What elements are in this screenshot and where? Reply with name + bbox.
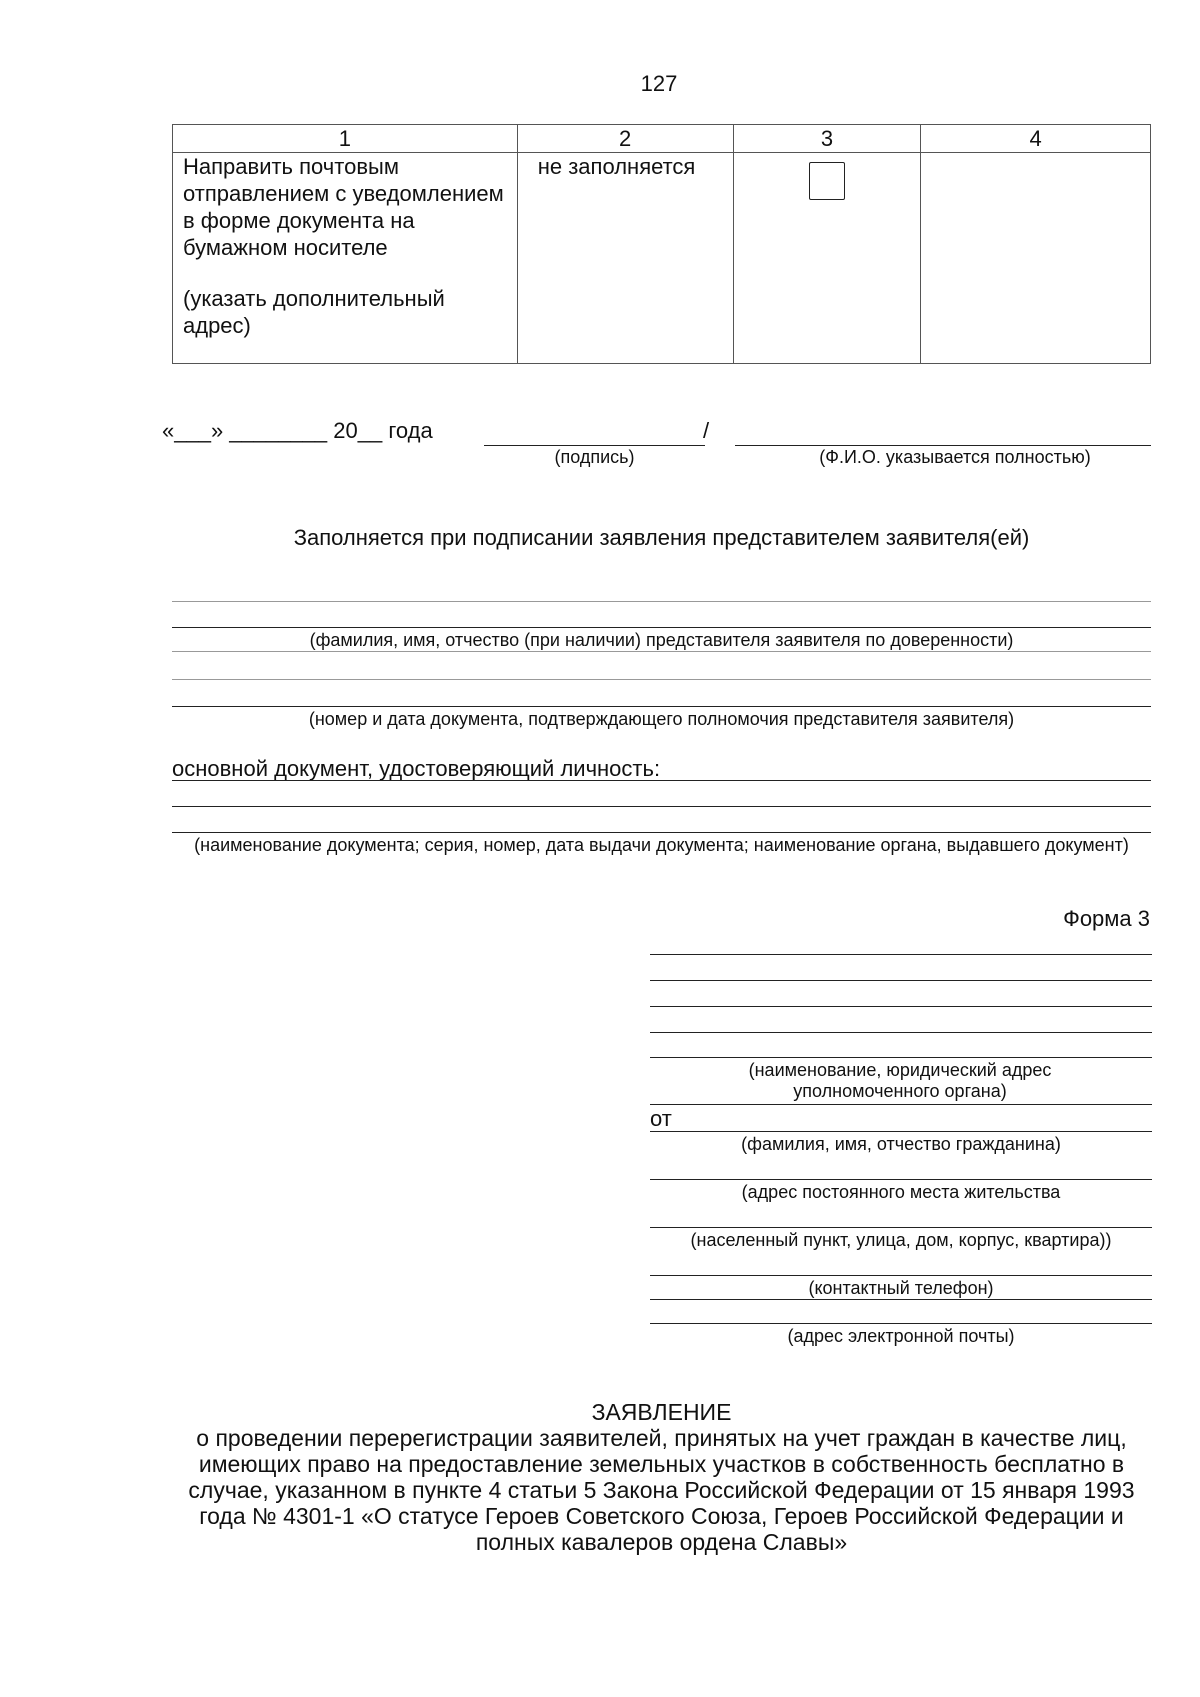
form-label: Форма 3 [1063, 906, 1150, 931]
statement-block [172, 1399, 1151, 1555]
organ-caption: (наименование, юридический адрес уполномоченного органа) [748, 1060, 1052, 1101]
table-row [173, 153, 1151, 364]
page-number: 127 [640, 71, 678, 96]
checkbox-cell [733, 153, 921, 364]
representative-fio-line[interactable] [172, 627, 1151, 628]
column-header-1: 1 [173, 125, 518, 153]
organ-line-2[interactable] [650, 980, 1152, 981]
phone-caption: (контактный телефон) [808, 1278, 994, 1298]
email-line[interactable] [650, 1323, 1152, 1324]
not-filled-cell: не заполняется [517, 153, 733, 364]
fio-caption: (Ф.И.О. указывается полностью) [819, 447, 1091, 467]
id-document-line-1[interactable] [172, 780, 1151, 781]
delivery-options-table [172, 124, 1151, 364]
from-top-line[interactable] [650, 1104, 1152, 1105]
organ-line-4[interactable] [650, 1032, 1152, 1033]
delivery-method-text: Направить почтовым отправлением с уведомлением в форме документа на бумажном носителе [183, 154, 504, 260]
signature-line[interactable] [484, 445, 705, 446]
citizen-name-line[interactable] [650, 1131, 1152, 1132]
delivery-checkbox[interactable] [809, 162, 845, 200]
address-caption: (адрес постоянного места жительства [741, 1182, 1061, 1202]
phone-underline [650, 1299, 1152, 1300]
address-line[interactable] [650, 1179, 1152, 1180]
email-caption: (адрес электронной почты) [787, 1326, 1015, 1346]
additional-address-note: (указать дополнительный адрес) [183, 286, 445, 338]
phone-line[interactable] [650, 1275, 1152, 1276]
statement-title: ЗАЯВЛЕНИЕ [591, 1399, 732, 1425]
representative-line-3[interactable] [172, 679, 1151, 680]
statement-body: о проведении перерегистрации заявителей, принятых на учет граждан в качестве лиц, имеющих право на предоставление земельных участков в собственность бесплатно в случае, указанном в пункте 4 статьи 5 Закона Российской Федерации от 15 января 1993 года № 4301-1 «О статусе Героев Советского Союза, Героев Российской Федерации и полных кавалеров ордена Славы» [188, 1425, 1135, 1555]
representative-heading: Заполняется при подписании заявления представителем заявителя(ей) [293, 525, 1030, 550]
organ-line-3[interactable] [650, 1006, 1152, 1007]
date-field[interactable]: «___» ________ 20__ года [162, 418, 433, 443]
from-label: от [650, 1106, 672, 1131]
authority-doc-line[interactable] [172, 706, 1151, 707]
citizen-name-caption: (фамилия, имя, отчество гражданина) [741, 1134, 1061, 1154]
column-header-3: 3 [733, 125, 921, 153]
id-document-caption: (наименование документа; серия, номер, дата выдачи документа; наименование органа, выдавшего документ) [194, 835, 1129, 855]
representative-line-2[interactable] [172, 651, 1151, 652]
locality-line[interactable] [650, 1227, 1152, 1228]
locality-caption: (населенный пункт, улица, дом, корпус, квартира)) [690, 1230, 1112, 1250]
id-document-line-3[interactable] [172, 832, 1151, 833]
organ-line-5[interactable] [650, 1057, 1152, 1058]
representative-fio-caption: (фамилия, имя, отчество (при наличии) представителя заявителя по доверенности) [309, 630, 1014, 650]
table-header-row [173, 125, 1151, 153]
empty-cell [921, 153, 1151, 364]
id-document-label: основной документ, удостоверяющий личность: [172, 756, 661, 781]
authority-doc-caption: (номер и дата документа, подтверждающего полномочия представителя заявителя) [308, 709, 1015, 729]
column-header-4: 4 [921, 125, 1151, 153]
organ-line-1[interactable] [650, 954, 1152, 955]
delivery-method-cell [173, 153, 518, 364]
column-header-2: 2 [517, 125, 733, 153]
id-document-line-2[interactable] [172, 806, 1151, 807]
signature-caption: (подпись) [554, 447, 635, 467]
fio-line[interactable] [735, 445, 1151, 446]
signature-separator: / [703, 418, 710, 443]
representative-line-1[interactable] [172, 601, 1151, 602]
